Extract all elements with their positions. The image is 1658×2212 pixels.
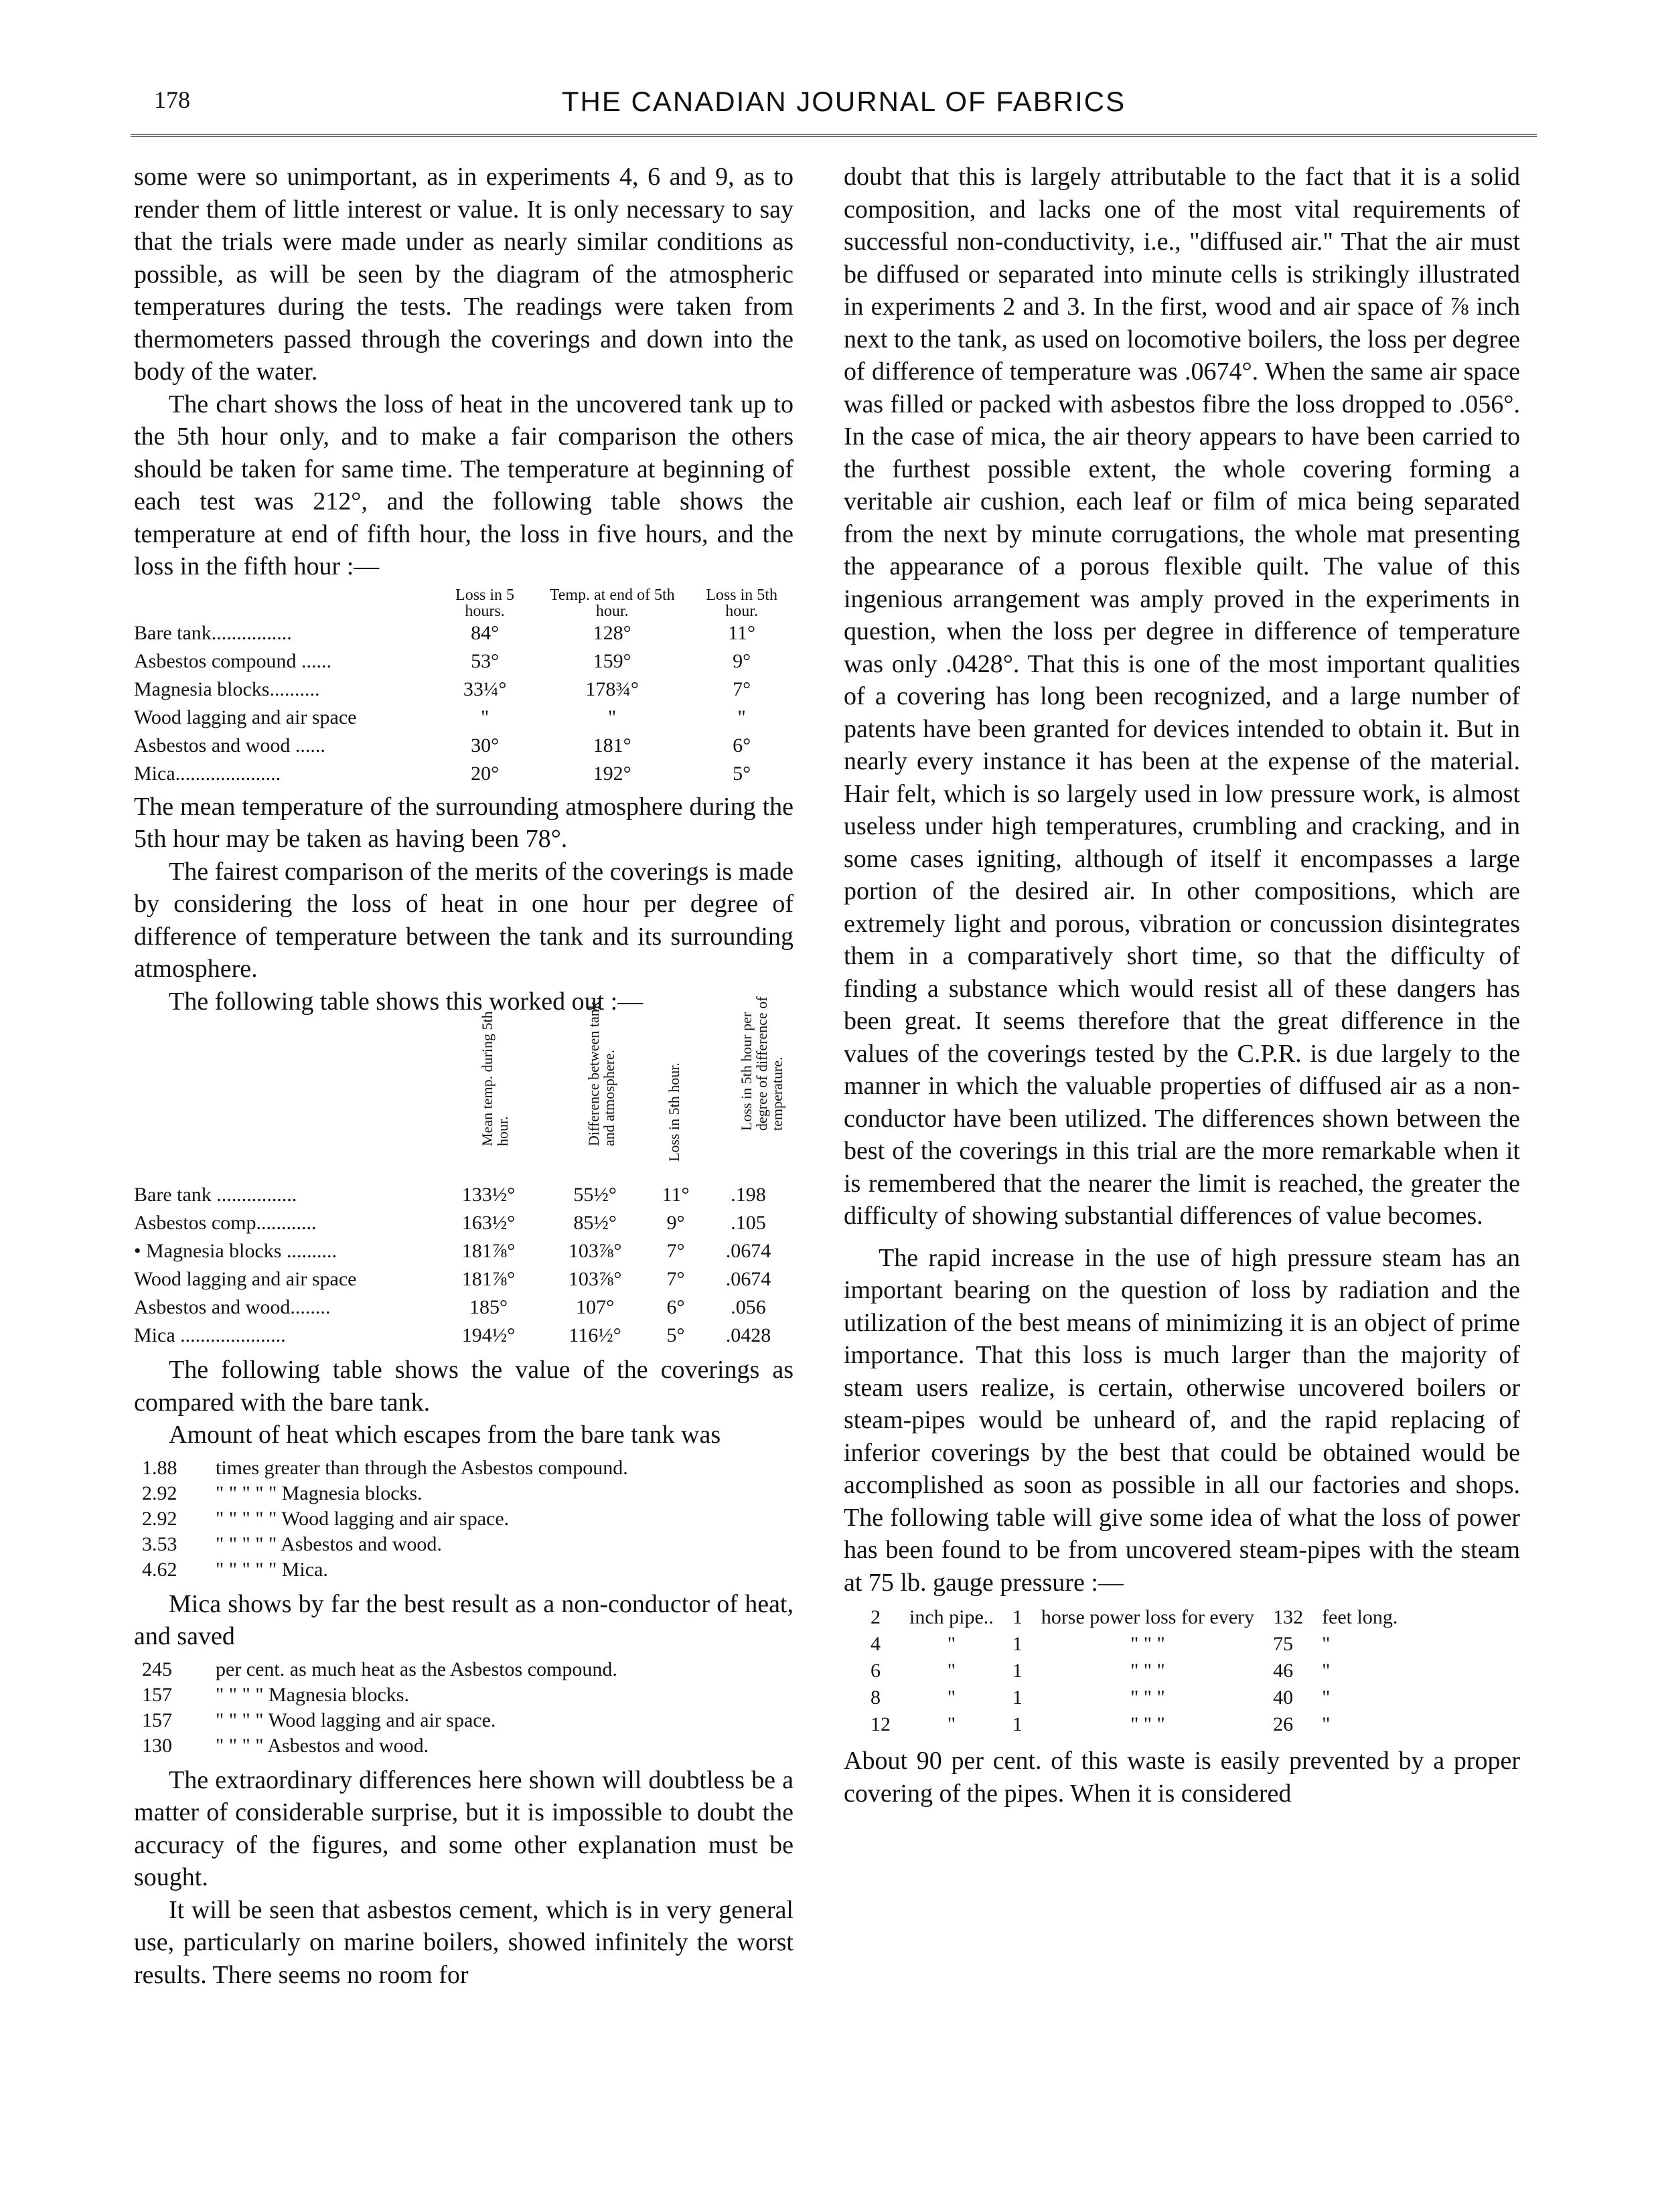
list-item: 2.92 " " " " " Wood lagging and air space. — [142, 1507, 510, 1530]
table-row: 4 " 1 " " " 75 " — [871, 1633, 1331, 1655]
table-row: Asbestos and wood........ 185° 107° 6° .056 — [134, 1296, 766, 1318]
table-row: Asbestos compound ...... 53° 159° 9° — [134, 649, 751, 672]
header-rule — [131, 134, 1537, 137]
column-header: Mean temp. during 5th hour. — [478, 1011, 511, 1146]
temperature-loss-table — [134, 587, 794, 788]
table-row: Mica..................... 20° 192° 5° — [134, 762, 751, 785]
table-row: Asbestos and wood ...... 30° 181° 6° — [134, 734, 751, 757]
table-row: Bare tank................ 84° 128° 11° — [134, 621, 756, 644]
list-item: 1.88 times greater than through the Asbestos compound. — [142, 1456, 628, 1479]
table-row: 12 " 1 " " " 26 " — [871, 1713, 1331, 1735]
paragraph: The fairest comparison of the merits of the coverings is made by considering the loss of heat in one hour per degree of difference of temperature between the tank and its surrounding atmosphere. — [134, 857, 794, 983]
paragraph: The rapid increase in the use of high pressure steam has an important bearing on the question of loss by radiation and the utilization of the best means of minimizing it is an object of prime importance. That this loss is much larger than the majority of steam users realize, is certain, otherwise uncovered boilers or steam-pipes would be unheard of, and the rapid replacing of inferior coverings by the best that could be obtained would be accomplished as soon as possible in all our factories and shops. The following table will give some idea of what the loss of power has been found to be from uncovered steam-pipes with the steam at 75 lb. gauge pressure :— — [844, 1243, 1520, 1597]
paragraph: some were so unimportant, as in experiments 4, 6 and 9, as to render them of little interest or value. It is only necessary to say that the trials were made under as nearly similar conditions as possible, as will be seen by the diagram of the atmospheric temperatures during the tests. The readings were taken from thermometers passed through the coverings and down into the body of the water. — [134, 163, 794, 386]
right-column — [844, 161, 1520, 1810]
paragraph: About 90 per cent. of this waste is easily prevented by a proper covering of the pipes. When it is considered — [844, 1747, 1520, 1808]
column-header: Difference between tank and atmosphere. — [585, 1002, 617, 1146]
column-header: Loss in 5th hour. — [666, 1062, 683, 1162]
column-header: Loss in 5 hours. — [455, 586, 515, 620]
paragraph: It will be seen that asbestos cement, which is in very general use, particularly on marine boilers, showed infinitely the worst results. There seems no room for — [134, 1895, 794, 1989]
paragraph: Mica shows by far the best result as a non-conductor of heat, and saved — [134, 1589, 794, 1650]
column-header: Temp. at end of 5th hour. — [549, 586, 675, 620]
list-item: 4.62 " " " " " Mica. — [142, 1558, 328, 1581]
table-row: Mica ..................... 194½° 116½° 5° .0428 — [134, 1324, 771, 1346]
list-item: 157 " " " " Magnesia blocks. — [142, 1683, 409, 1706]
paragraph: The extraordinary differences here shown will doubtless be a matter of considerable surprise, but it is impossible to doubt the accuracy of the figures, and some other explanation must be sought. — [134, 1765, 794, 1891]
comparison-list-mica — [142, 1657, 794, 1759]
column-header: Loss in 5th hour. — [706, 586, 777, 620]
running-header — [154, 86, 1533, 126]
list-item: 3.53 " " " " " Asbestos and wood. — [142, 1532, 442, 1555]
table-row: Bare tank ................ 133½° 55½° 11° .198 — [134, 1184, 766, 1206]
list-item: 157 " " " " Wood lagging and air space. — [142, 1709, 496, 1731]
paragraph: The chart shows the loss of heat in the uncovered tank up to the 5th hour only, and to make a fair comparison the others should be taken for same time. The temperature at beginning of each test was 212°, and the following table shows the temperature at end of fifth hour, the loss in five hours, and the loss in the fifth hour :— — [134, 390, 794, 580]
table-row: Asbestos comp............ 163½° 85½° 9° .105 — [134, 1212, 766, 1234]
journal-title: THE CANADIAN JOURNAL OF FABRICS — [561, 86, 1126, 117]
table-row: • Magnesia blocks .......... 181⅞° 103⅞° 7° .0674 — [134, 1240, 771, 1262]
steam-pipe-loss-table — [871, 1604, 1416, 1738]
table-row: 2 inch pipe.. 1 horse power loss for every 132 feet long. — [871, 1606, 1398, 1628]
paragraph: The following table shows the value of the coverings as compared with the bare tank. — [134, 1356, 794, 1417]
paragraph: Amount of heat which escapes from the bare tank was — [169, 1421, 721, 1449]
list-item: 2.92 " " " " " Magnesia blocks. — [142, 1482, 423, 1504]
table-row: Magnesia blocks.......... 33¼° 178¾° 7° — [134, 678, 751, 700]
table-row: 8 " 1 " " " 40 " — [871, 1686, 1331, 1709]
paragraph: The mean temperature of the surrounding atmosphere during the 5th hour may be taken as having been 78°. — [134, 792, 794, 853]
list-item: 245 per cent. as much heat as the Asbestos compound. — [142, 1658, 617, 1680]
list-item: 130 " " " " Asbestos and wood. — [142, 1734, 429, 1757]
table-row: Wood lagging and air space " " " — [134, 706, 746, 728]
page-number: 178 — [154, 86, 190, 113]
paragraph: doubt that this is largely attributable to the fact that it is a solid composition, and lacks one of the most vital requirements of successful non-conductivity, i.e., "diffused air." That the air must be diffused or separated into minute cells is strikingly illustrated in experiments 2 and 3. In the first, wood and air space of ⅞ inch next to the tank, as used on locomotive boilers, the loss per degree of difference of temperature was .0674°. When the same air space was filled or packed with asbestos fibre the loss dropped to .056°. In the case of mica, the air theory appears to have been carried to the furthest possible extent, the whole covering forming a veritable air cushion, each leaf or film of mica being separated from the next by minute corrugations, the whole mat presenting the appearance of a porous flexible quilt. The value of this ingenious arrangement was amply proved in the experiments in question, when the loss per degree in difference of temperature was only .0428°. That this is one of the most important qualities of a covering has long been recognized, and a large number of patents have been granted for devices intended to obtain it. But in nearly every instance it has been at the expense of the material. Hair felt, which is so largely used in low pressure work, is almost useless under high temperatures, crumbling and cracking, and in some cases igniting, although of itself it encompasses a large portion of the desired air. In other compositions, which are extremely light and porous, vibration or concussion disintegrates them in a comparatively short time, so that the difficulty of finding a substance which would resist all of these dangers has been great. It seems therefore that the great difference in the values of the coverings tested by the C.P.R. is due largely to the manner in which the valuable properties of diffused air as a non-conductor have been utilized. The differences shown between the best of the coverings in this trial are the more remarkable when it is remembered that the nearer the limit is reached, the greater the difficulty of showing substantial differences of value becomes. — [844, 163, 1520, 1230]
left-column — [134, 161, 794, 1991]
table-row: 6 " 1 " " " 46 " — [871, 1660, 1331, 1682]
comparison-list-bare-tank — [142, 1455, 794, 1583]
table-row: Wood lagging and air space 181⅞° 103⅞° 7° .0674 — [134, 1268, 771, 1290]
paragraph: The following table shows this worked out :— — [169, 987, 644, 1016]
column-header: Loss in 5th hour per degree of difference of temperature. — [738, 996, 786, 1131]
